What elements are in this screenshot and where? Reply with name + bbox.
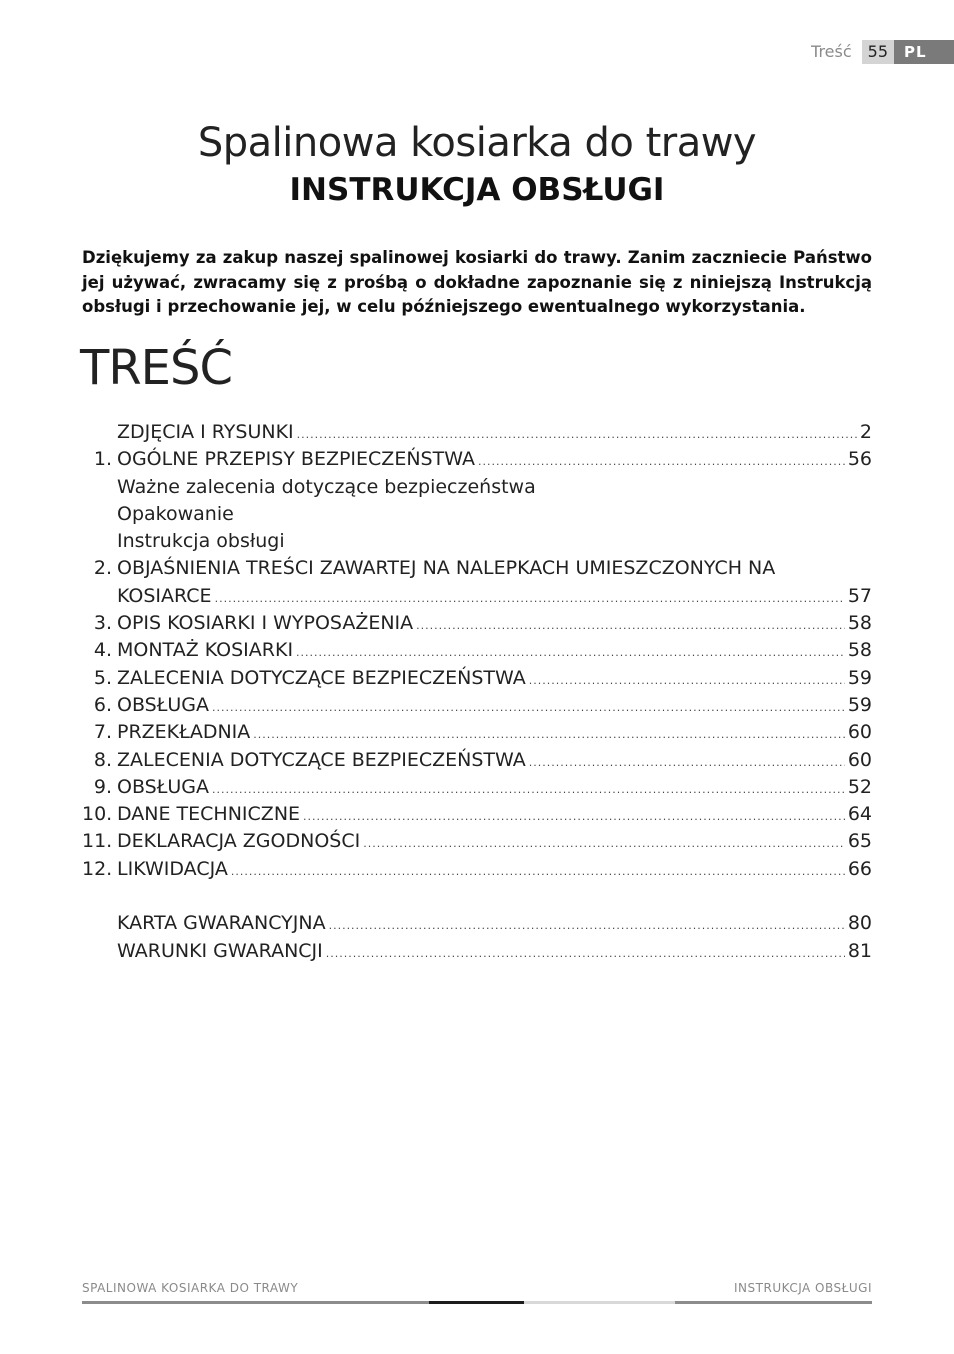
toc-leader-dots	[529, 667, 845, 694]
toc-entry-title: ZDJĘCIA I RYSUNKI	[117, 421, 294, 443]
toc-leader-dots	[329, 912, 845, 939]
toc-entry-number: 6.	[93, 693, 112, 716]
footer-rule-segment	[429, 1301, 524, 1304]
toc-entry-page: 58	[847, 639, 872, 662]
toc-entry-page: 59	[847, 693, 872, 716]
toc-entry-page: 52	[847, 775, 872, 798]
toc-entry-page: 56	[847, 448, 872, 471]
toc-entry	[82, 828, 872, 855]
footer-rule-segment	[675, 1301, 872, 1304]
toc-entry	[82, 610, 872, 637]
toc-entry-title: OPIS KOSIARKI I WYPOSAŻENIA	[117, 612, 414, 635]
toc-entry	[82, 774, 872, 801]
toc-entry-number: 8.	[93, 748, 112, 771]
document-title: Spalinowa kosiarka do trawy	[197, 120, 757, 166]
toc-entry-number: 4.	[93, 639, 112, 662]
toc-entry-title: ZALECENIA DOTYCZĄCE BEZPIECZEŃSTWA	[117, 748, 526, 771]
toc-leader-dots	[478, 448, 845, 475]
toc-entry	[82, 856, 872, 883]
toc-spacer	[82, 883, 872, 910]
toc-leader-dots	[363, 830, 845, 857]
toc-entry	[82, 747, 872, 774]
toc-entry-title: KARTA GWARANCYJNA	[117, 912, 326, 935]
toc-entry-page: 80	[847, 912, 872, 935]
toc-entry	[82, 446, 872, 473]
toc-entry	[82, 938, 872, 965]
toc-leader-dots	[212, 776, 845, 803]
toc-entry-title: Ważne zalecenia dotyczące bezpieczeństwa	[117, 475, 536, 498]
toc-entry	[82, 528, 872, 555]
toc-leader-dots	[215, 585, 845, 612]
toc-entry	[82, 665, 872, 692]
toc-entry-title: DANE TECHNICZNE	[117, 803, 301, 826]
document-subtitle: INSTRUKCJA OBSŁUGI	[289, 172, 665, 208]
toc-entry-number: 2.	[93, 557, 112, 580]
toc-entry	[82, 419, 872, 446]
toc-leader-dots	[529, 749, 845, 776]
toc-entry-title: OGÓLNE PRZEPISY BEZPIECZEŃSTWA	[117, 448, 475, 471]
toc-entry-title: LIKWIDACJA	[117, 857, 228, 880]
toc-entry-number: 10.	[82, 803, 113, 826]
toc-entry	[82, 501, 872, 528]
toc-entry-title: Instrukcja obsługi	[117, 530, 285, 553]
toc-leader-dots	[303, 803, 845, 830]
toc-heading: TREŚĆ	[80, 340, 232, 396]
toc-entry-page: 81	[847, 939, 872, 962]
toc-entry-page: 2	[859, 421, 872, 443]
toc-entry-title: ZALECENIA DOTYCZĄCE BEZPIECZEŃSTWA	[117, 666, 526, 689]
toc-entry-title: Opakowanie	[117, 502, 234, 525]
toc-entry-number: 12.	[82, 857, 113, 880]
toc-entry-number: 11.	[82, 830, 113, 853]
toc-entry	[82, 910, 872, 937]
footer-right-label: INSTRUKCJA OBSŁUGI	[734, 1281, 872, 1295]
header-language-tab: PL	[894, 40, 954, 64]
toc-leader-dots	[296, 639, 845, 666]
toc-leader-dots	[297, 421, 857, 448]
toc-entry-page: 66	[847, 857, 872, 880]
toc-entry-number: 7.	[93, 721, 112, 744]
table-of-contents	[82, 419, 872, 965]
page-header	[811, 40, 954, 64]
toc-entry-page: 65	[847, 830, 872, 853]
toc-entry-page: 58	[847, 612, 872, 635]
toc-entry-title: MONTAŻ KOSIARKI	[117, 639, 294, 662]
toc-entry	[82, 692, 872, 719]
toc-leader-dots	[212, 694, 845, 721]
footer-rule-segment	[82, 1301, 429, 1304]
toc-leader-dots	[326, 940, 845, 967]
toc-entry-page: 60	[847, 748, 872, 771]
toc-entry-page: 60	[847, 721, 872, 744]
toc-leader-dots	[231, 858, 845, 885]
toc-entry	[82, 583, 872, 610]
header-section-label: Treść	[811, 42, 852, 61]
toc-entry-page: 59	[847, 666, 872, 689]
toc-entry	[82, 474, 872, 501]
footer-rule-segment	[524, 1301, 675, 1304]
toc-entry-number: 5.	[93, 666, 112, 689]
footer-left-label: SPALINOWA KOSIARKA DO TRAWY	[82, 1281, 299, 1295]
toc-entry-number: 9.	[93, 775, 112, 798]
toc-entry-title: DEKLARACJA ZGODNOŚCI	[117, 830, 361, 853]
toc-entry-number: 3.	[93, 612, 112, 635]
toc-entry-page: 64	[847, 803, 872, 826]
toc-leader-dots	[253, 721, 845, 748]
toc-entry-page: 57	[847, 584, 872, 607]
toc-entry-title: PRZEKŁADNIA	[117, 721, 251, 744]
toc-entry	[82, 719, 872, 746]
toc-entry-title: OBSŁUGA	[117, 693, 210, 716]
intro-paragraph: Dziękujemy za zakup naszej spalinowej kosiarki do trawy. Zanim zaczniecie Państwo jej używać, zwracamy się z prośbą o dokładne zapoznanie się z niniejszą Instrukcją obsługi i przechowanie jej, w celu późniejszego ewentualnego wykorzystania.	[82, 248, 872, 316]
toc-entry-title: OBJAŚNIENIA TREŚCI ZAWARTEJ NA NALEPKACH UMIESZCZONYCH NA	[117, 557, 776, 580]
toc-entry	[82, 801, 872, 828]
toc-leader-dots	[416, 612, 845, 639]
toc-entry-title: KOSIARCE	[117, 584, 212, 607]
toc-entry-number: 1.	[93, 448, 112, 471]
toc-entry-title: OBSŁUGA	[117, 775, 210, 798]
toc-entry	[82, 637, 872, 664]
toc-entry	[82, 555, 872, 582]
toc-entry-title: WARUNKI GWARANCJI	[117, 939, 323, 962]
header-page-number: 55	[862, 40, 894, 64]
